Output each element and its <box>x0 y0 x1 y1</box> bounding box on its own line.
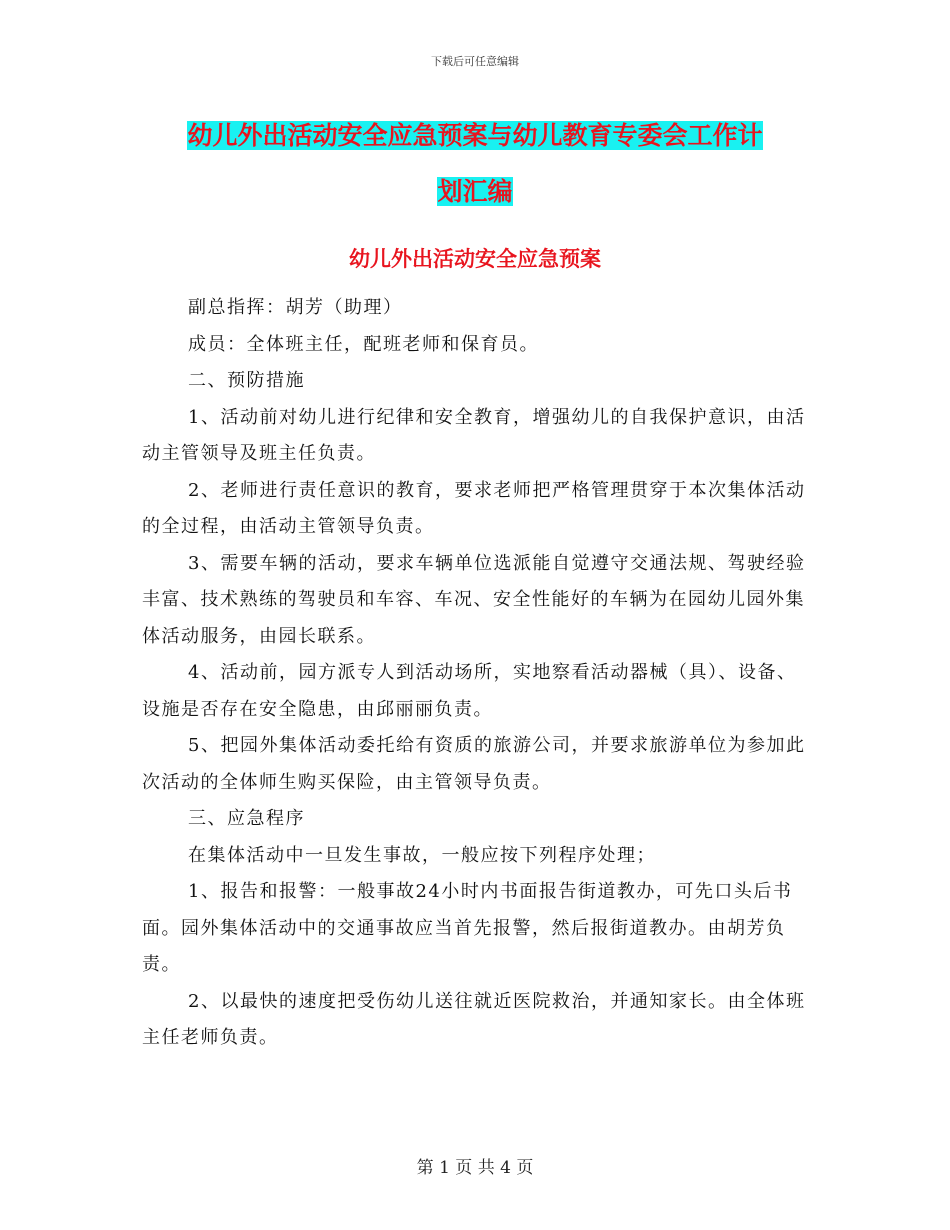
document-body <box>142 290 806 1057</box>
paragraph: 1、报告和报警：一般事故24小时内书面报告街道教办，可先口头后书面。园外集体活动中的交通事故应当首先报警，然后报街道教办。由胡芳负责。 <box>142 881 793 975</box>
paragraph: 在集体活动中一旦发生事故，一般应按下列程序处理； <box>188 844 656 866</box>
paragraph: 5、把园外集体活动委托给有资质的旅游公司，并要求旅游单位为参加此次活动的全体师生购买保险，由主管领导负责。 <box>142 735 806 793</box>
paragraph: 2、老师进行责任意识的教育，要求老师把严格管理贯穿于本次集体活动的全过程，由活动主管领导负责。 <box>142 479 806 537</box>
document-title <box>150 108 800 220</box>
paragraph: 副总指挥：胡芳（助理） <box>188 297 403 318</box>
paragraph: 4、活动前，园方派专人到活动场所，实地察看活动器械（具）、设备、设施是否存在安全隐患，由邱丽丽负责。 <box>142 662 797 720</box>
page-header-note: 下载后可任意编辑 <box>431 55 519 68</box>
page-number-footer: 第 1 页 共 4 页 <box>416 1158 534 1178</box>
section-title: 幼儿外出活动安全应急预案 <box>349 246 601 271</box>
paragraph: 成员：全体班主任，配班老师和保育员。 <box>188 333 539 355</box>
paragraph: 三、应急程序 <box>188 808 305 829</box>
document-title-line-1: 幼儿外出活动安全应急预案与幼儿教育专委会工作计 <box>187 121 763 150</box>
document-title-line-2: 划汇编 <box>437 177 513 206</box>
paragraph: 二、预防措施 <box>188 370 305 391</box>
paragraph: 1、活动前对幼儿进行纪律和安全教育，增强幼儿的自我保护意识，由活动主管领导及班主任负责。 <box>142 406 806 464</box>
paragraph: 2、以最快的速度把受伤幼儿送往就近医院救治，并通知家长。由全体班主任老师负责。 <box>142 990 806 1048</box>
paragraph: 3、需要车辆的活动，要求车辆单位选派能自觉遵守交通法规、驾驶经验丰富、技术熟练的驾驶员和车容、车况、安全性能好的车辆为在园幼儿园外集体活动服务，由园长联系。 <box>142 552 806 647</box>
